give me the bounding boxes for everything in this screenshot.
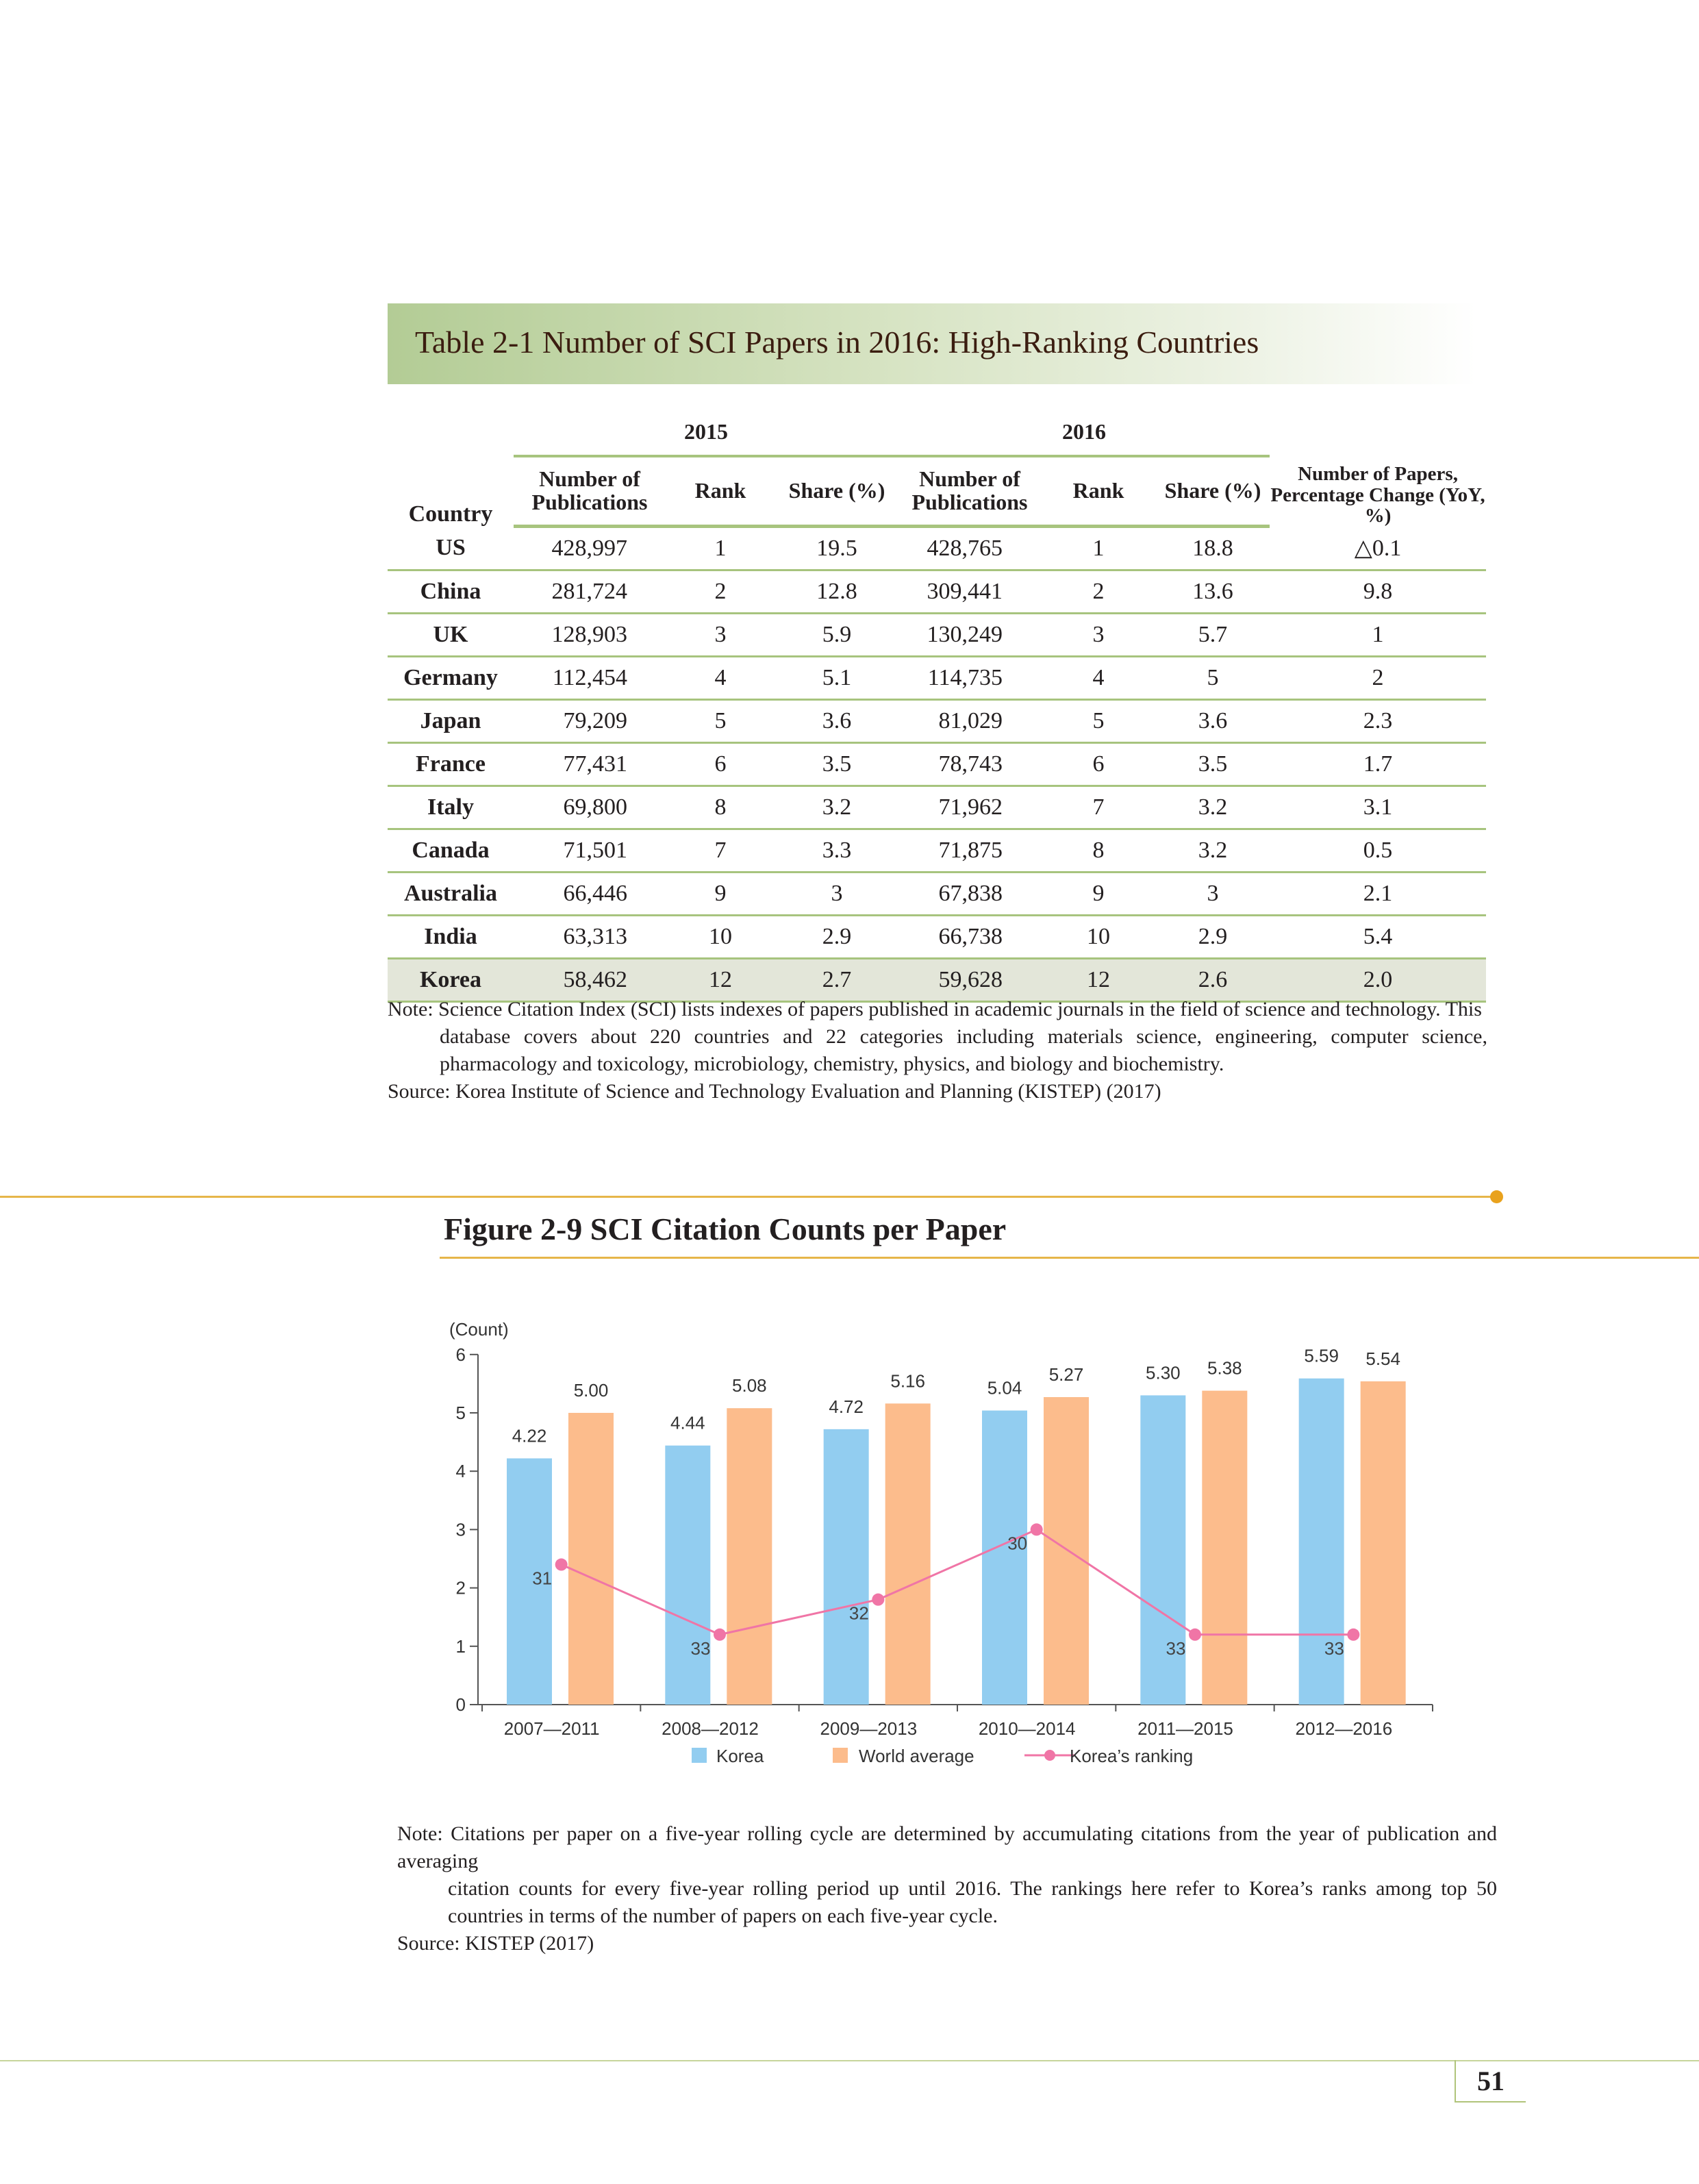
table-cell-share2015: 3.3 [775,829,898,873]
header-share-2016: Share (%) [1156,456,1270,527]
table-cell-country: Canada [388,829,514,873]
table-cell-country: Germany [388,657,514,700]
table-cell-pub2016: 67,838 [898,873,1041,916]
table-cell-pub2016: 428,765 [898,527,1041,570]
y-tick-label: 4 [455,1461,466,1482]
table-cell-change: 3.1 [1270,786,1486,829]
table-cell-share2015: 12.8 [775,570,898,614]
table-cell-change: 9.8 [1270,570,1486,614]
table-cell-pub2016: 309,441 [898,570,1041,614]
table-cell-pub2015: 77,431 [514,743,666,786]
table-cell-pub2016: 130,249 [898,614,1041,657]
table-cell-share2015: 19.5 [775,527,898,570]
table-cell-change: △0.1 [1270,527,1486,570]
table-note-first-line: Science Citation Index (SCI) lists indexes of papers published in academic journals in the field of science and technology. This [438,998,1482,1020]
table-cell-country: Japan [388,700,514,743]
figure-note-continuation: citation counts for every five-year rolling period up until 2016. The rankings here refer to Korea’s ranks among top 50 countries in terms of the number of papers on each five-year cycle. [448,1877,1497,1927]
legend-world-swatch [833,1748,848,1763]
world-average-bar [1044,1397,1089,1705]
table-cell-country: UK [388,614,514,657]
header-percentage-change: Number of Papers, Percentage Change (YoY, %) [1270,463,1485,527]
ranking-value-label: 33 [690,1637,711,1659]
table-cell-country: Italy [388,786,514,829]
table-cell-change: 1.7 [1270,743,1486,786]
ranking-point [872,1594,884,1606]
korea-value-label: 5.59 [1304,1345,1339,1366]
table-cell-share2015: 2.9 [775,916,898,959]
table-cell-pub2015: 79,209 [514,700,666,743]
table-cell-share2016: 3.2 [1156,786,1270,829]
table-cell-change: 2.0 [1270,959,1486,1002]
table-cell-pub2016: 71,962 [898,786,1041,829]
table-cell-pub2016: 78,743 [898,743,1041,786]
table-cell-rank2015: 2 [666,570,775,614]
y-tick-label: 1 [455,1635,466,1657]
ranking-value-label: 33 [1324,1637,1344,1659]
korea-value-label: 5.30 [1146,1362,1181,1383]
x-category-label: 2011—2015 [1137,1718,1233,1739]
table-cell-share2015: 3.6 [775,700,898,743]
ranking-point [555,1559,568,1571]
table-cell-pub2015: 63,313 [514,916,666,959]
x-category-label: 2009—2013 [820,1718,918,1739]
figure-note-label: Note: [397,1822,443,1845]
chart-bars [507,1379,1406,1705]
table-title: Table 2-1 Number of SCI Papers in 2016: High-Ranking Countries [415,325,1259,360]
world-value-label: 5.38 [1207,1357,1242,1379]
footer-line [0,2060,1699,2061]
ranking-value-label: 32 [848,1603,869,1624]
korea-value-label: 4.22 [512,1425,547,1446]
table-cell-change: 5.4 [1270,916,1486,959]
table-cell-share2016: 2.6 [1156,959,1270,1002]
ranking-point [1031,1523,1043,1535]
table-cell-country: Australia [388,873,514,916]
table-cell-pub2016: 66,738 [898,916,1041,959]
table-cell-rank2016: 4 [1041,657,1156,700]
table-cell-share2016: 5 [1156,657,1270,700]
world-average-bar [885,1403,931,1705]
header-year-2016: 2016 [898,396,1270,456]
table-cell-pub2015: 69,800 [514,786,666,829]
table-cell-change: 2.3 [1270,700,1486,743]
table-cell-country: Korea [388,959,514,1002]
table-cell-share2016: 3.6 [1156,700,1270,743]
table-cell-change: 2 [1270,657,1486,700]
table-cell-share2016: 13.6 [1156,570,1270,614]
world-value-label: 5.08 [732,1375,767,1396]
world-average-bar [568,1413,614,1705]
figure-note-first-line: Citations per paper on a five-year rolling cycle are determined by accumulating citations from the year of publication and averaging [397,1822,1497,1872]
y-tick-label: 3 [455,1519,466,1540]
ranking-value-label: 31 [532,1568,553,1589]
x-category-label: 2010—2014 [978,1718,1076,1739]
ranking-point [714,1629,726,1641]
table-cell-pub2016: 81,029 [898,700,1041,743]
y-axis-title: (Count) [449,1319,509,1340]
table-cell-pub2015: 58,462 [514,959,666,1002]
table-cell-rank2015: 1 [666,527,775,570]
korea-value-label: 4.44 [670,1412,705,1433]
table-cell-pub2015: 66,446 [514,873,666,916]
table-source: Source: Korea Institute of Science and Technology Evaluation and Planning (KISTEP) (2017) [388,1080,1161,1103]
y-tick-label: 2 [455,1577,466,1598]
table-note-continuation: database covers about 220 countries and 22 categories including materials science, engineering, computer science, pharmacology and toxicology, microbiology, chemistry, physics, and biology and biochemistry. [440,1025,1487,1075]
x-category-label: 2008—2012 [662,1718,759,1739]
table-cell-rank2016: 8 [1041,829,1156,873]
table-cell-pub2015: 128,903 [514,614,666,657]
header-rank-2016: Rank [1041,456,1156,527]
table-cell-share2016: 3.2 [1156,829,1270,873]
table-cell-share2015: 5.9 [775,614,898,657]
table-cell-rank2016: 9 [1041,873,1156,916]
table-cell-share2016: 2.9 [1156,916,1270,959]
table-cell-rank2015: 6 [666,743,775,786]
korea-value-label: 5.04 [987,1377,1022,1398]
figure-note [397,1820,1497,1957]
world-average-bar [1202,1391,1247,1705]
table-cell-change: 2.1 [1270,873,1486,916]
table-cell-share2016: 5.7 [1156,614,1270,657]
table-cell-rank2016: 2 [1041,570,1156,614]
table-cell-country: India [388,916,514,959]
table-cell-pub2015: 281,724 [514,570,666,614]
table-cell-rank2015: 12 [666,959,775,1002]
world-value-label: 5.00 [573,1380,609,1401]
header-year-2015: 2015 [514,396,898,456]
table-cell-rank2015: 10 [666,916,775,959]
figure-title: Figure 2-9 SCI Citation Counts per Paper [444,1212,1007,1246]
table-cell-rank2016: 10 [1041,916,1156,959]
legend-world-label: World average [859,1746,974,1766]
korea-bar [824,1429,869,1705]
table-cell-pub2015: 112,454 [514,657,666,700]
table-cell-rank2016: 5 [1041,700,1156,743]
ranking-point [1347,1629,1359,1641]
legend-ranking-marker [1044,1750,1055,1761]
y-tick-label: 0 [455,1694,466,1715]
table-cell-rank2015: 8 [666,786,775,829]
world-average-bar [727,1408,772,1705]
table-note-label: Note: [388,998,433,1020]
table-cell-share2015: 5.1 [775,657,898,700]
figure-source: Source: KISTEP (2017) [397,1932,594,1955]
table-cell-pub2016: 59,628 [898,959,1041,1002]
header-publications-2016: Number of Publications [898,456,1041,527]
table-cell-rank2016: 7 [1041,786,1156,829]
table-cell-share2016: 18.8 [1156,527,1270,570]
table-cell-share2016: 3.5 [1156,743,1270,786]
table-cell-share2015: 3.5 [775,743,898,786]
table-cell-pub2015: 428,997 [514,527,666,570]
table-cell-change: 1 [1270,614,1486,657]
header-rank-2015: Rank [666,456,775,527]
header-publications-2015: Number of Publications [514,456,666,527]
table-cell-share2015: 3.2 [775,786,898,829]
table-cell-share2015: 2.7 [775,959,898,1002]
chart-legend [692,1746,1193,1766]
korea-bar [982,1411,1027,1705]
legend-korea-swatch [692,1748,707,1763]
table-cell-rank2015: 3 [666,614,775,657]
x-category-label: 2007—2011 [503,1718,600,1739]
table-cell-rank2016: 3 [1041,614,1156,657]
table-cell-rank2015: 7 [666,829,775,873]
ranking-value-label: 30 [1007,1533,1028,1554]
legend-ranking-label: Korea’s ranking [1070,1746,1194,1766]
chart-data-labels [512,1346,1400,1659]
y-tick-label: 6 [455,1344,466,1365]
table-cell-share2015: 3 [775,873,898,916]
table-cell-change: 0.5 [1270,829,1486,873]
table-cell-country: US [388,527,514,570]
table-cell-rank2015: 9 [666,873,775,916]
table-cell-pub2015: 71,501 [514,829,666,873]
table-cell-rank2016: 6 [1041,743,1156,786]
table-cell-rank2016: 1 [1041,527,1156,570]
page-number: 51 [1455,2060,1526,2103]
table-cell-rank2016: 12 [1041,959,1156,1002]
table-cell-country: France [388,743,514,786]
ranking-point [1189,1629,1201,1641]
table-cell-rank2015: 5 [666,700,775,743]
table-cell-country: China [388,570,514,614]
world-value-label: 5.27 [1048,1364,1084,1385]
ranking-value-label: 33 [1166,1637,1186,1659]
korea-bar [665,1446,710,1705]
x-category-label: 2012—2016 [1295,1718,1393,1739]
table-cell-share2016: 3 [1156,873,1270,916]
world-value-label: 5.54 [1366,1348,1400,1369]
world-average-bar [1361,1381,1406,1705]
y-tick-label: 5 [455,1403,466,1423]
world-value-label: 5.16 [890,1370,925,1392]
table-cell-rank2015: 4 [666,657,775,700]
legend-korea-label: Korea [716,1746,764,1766]
table-cell-pub2016: 71,875 [898,829,1041,873]
header-country: Country [408,501,493,527]
header-share-2015: Share (%) [775,456,898,527]
korea-value-label: 4.72 [829,1396,864,1417]
table-cell-pub2016: 114,735 [898,657,1041,700]
